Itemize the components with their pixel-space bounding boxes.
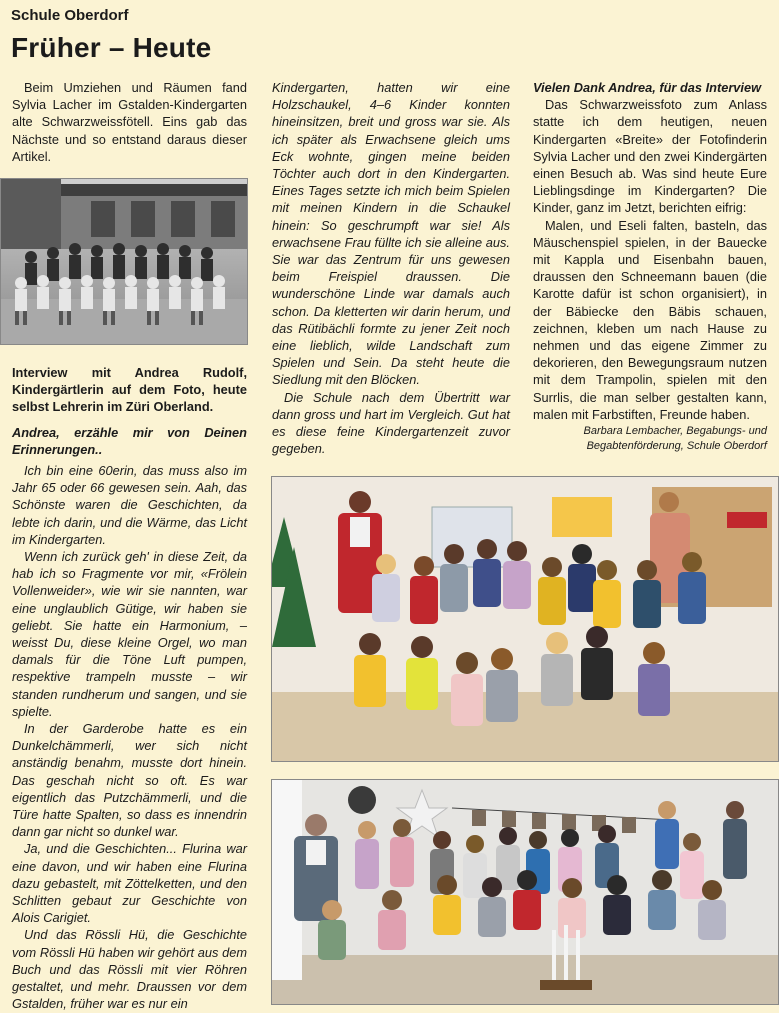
class-photo-gstalden xyxy=(271,779,779,1005)
thanks-heading: Vielen Dank Andrea, für das Interview xyxy=(533,80,762,95)
interview-paragraph: Ich bin eine 60erin, das muss also im Jahr 65 oder 66 gewesen sein. Aah, das Schönste waren die Geschichten, da lebte ich darin, und die Wärme, das Licht im Kindergarten. xyxy=(12,463,247,547)
interview-question: Andrea, erzähle mir von Deinen Erinnerungen.. xyxy=(12,425,247,458)
interview-heading: Interview mit Andrea Rudolf, Kindergärtlerin auf dem Foto, heute selbst Lehrerin im Züri Oberland. xyxy=(12,365,247,415)
intro-paragraph: Beim Umziehen und Räumen fand Sylvia Lacher im Gstalden-Kindergarten alte Schwarzweissfötell. Eins gab das Nächste und so entstand daraus dieser Artikel. xyxy=(12,80,247,164)
class-photo-breite xyxy=(271,476,779,762)
interview-paragraph: Ja, und die Geschichten... Flurina war eine davon, und wir haben eine Flurina dazu gebastelt, mit Zöttelketten, und den Schlitten gebaut zur Geschichte von Alois Carigiet. xyxy=(12,841,247,926)
article-title: Früher – Heute xyxy=(11,32,212,63)
historic-bw-photo xyxy=(0,178,248,345)
interview-column-1 xyxy=(12,462,247,1013)
interview-paragraph: Die Schule nach dem Übertritt war dann gross und hart im Vergleich. Gut hat es diese feine Kindergartenzeit zuvor gegeben. xyxy=(272,389,510,457)
author-credit: Barbara Lembacher, Begabungs- und Begabtenförderung, Schule Oberdorf xyxy=(583,425,767,453)
interview-paragraph: In der Garderobe hatte es ein Dunkelchämmerli, wer sich nicht anständig benahm, musste dort hinein. Das geschah nicht so oft. Es war eigentlich das Putzchämmerli, und die Türe hatte Spalten, so dass es innendrin dann gar nicht so dunkel war. xyxy=(12,721,247,840)
thanks-column xyxy=(533,79,767,454)
interview-column-2 xyxy=(272,79,510,457)
thanks-paragraph: Das Schwarzweissfoto zum Anlass statte ich dem heutigen, neuen Kindergarten «Breite» der Fotofinderin Sylvia Lacher und den zwei Kindergärten einen Besuch ab. Was sind heute Eure Lieblingsdinge im Kindergarten? Die Kinder, ganz im Jetzt, berichten eifrig: xyxy=(533,97,767,216)
interview-paragraph: Wenn ich zurück geh' in diese Zeit, da hab ich so Fragmente vor mir, «Frölein Vollenweider», wie wir sie nannten, war eine unglaublich Gütige, wir haben sie geliebt. Sie hatte ein Harmonium, – weisst Du, diese kleine Orgel, wo man damals für die Töne Luft pumpen, respektive trampeln musste – wir standen rundherum und sangen, und sie spielte. xyxy=(12,549,247,719)
section-label: Schule Oberdorf xyxy=(11,7,129,24)
thanks-paragraph: Malen, und Eseli falten, basteln, das Mäuschenspiel spielen, in der Bauecke mit Kappla und Eisenbahn bauen, draussen den Schneemann bauen (die Karotte dafür ist schon organisiert), in der Bäbiecke den Bäbis schauen, zeichnen, kleben um nach Hause zu nehmen und das eigene Zimmer zu dekorieren, den Bewegungsraum nutzen mit dem Trampolin, spielen mit den Surrlis, die man selber gestalten kann, malen mit Farbstiften, Freunde haben. xyxy=(533,217,767,422)
interview-paragraph: Und das Rössli Hü, die Geschichte vom Rössli Hü haben wir gehört aus dem Buch und das Rössli mit vier Röhren gestaltet, und mehr. Draussen vor dem Gstalden, früher war es nur ein xyxy=(12,927,247,1012)
interview-paragraph: Kindergarten, hatten wir eine Holzschaukel, 4–6 Kinder konnten hineinsitzen, breit und gross war sie. Als ich später als Erwachsene gleich ums Eck wohnte, gingen meine beiden Töchter auch dort in den Kindergarten. Eines Tages setzte ich mich beim Spielen mit meinen Kindern in die Schaukel hinein: So geschrumpft war sie! Als erwachsene Frau füllte ich sie alleine aus. Sie war das Zentrum für uns gewesen beim Freispiel draussen. Die wunderschöne Linde war damals auch schon. Da kletterten wir darin herum, und das Rütibächli formte zu jener Zeit noch eine lieblich, wilde Landschaft zum Spielen und Sein. Da steht heute die Siedlung mit den Blöcken. xyxy=(272,80,510,388)
